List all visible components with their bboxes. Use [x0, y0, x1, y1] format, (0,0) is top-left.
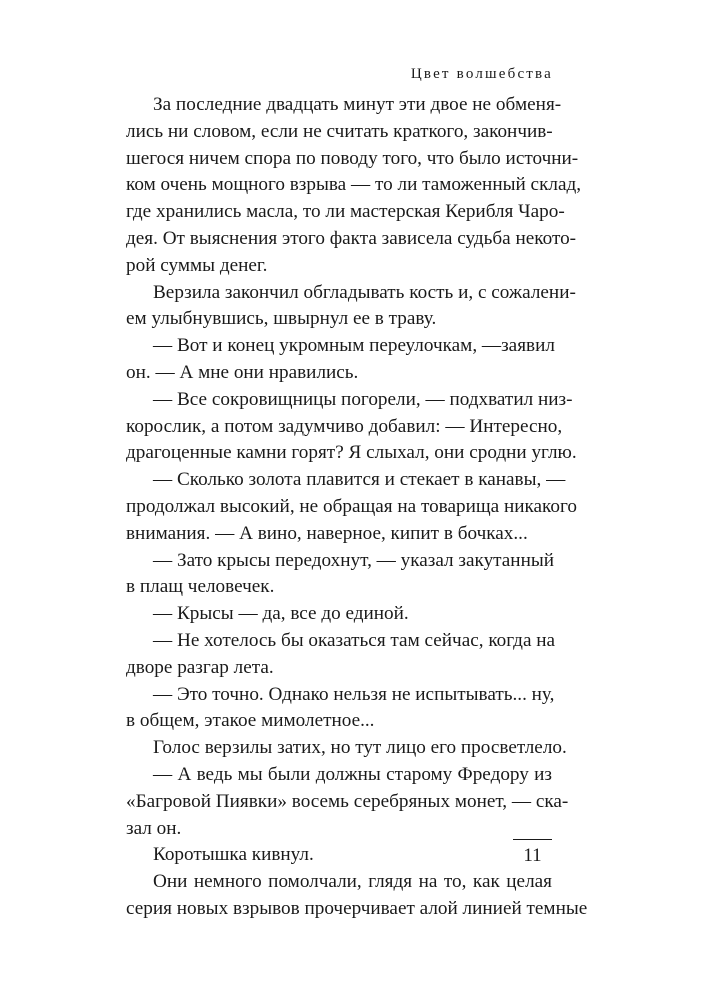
running-header: Цвет волшебства — [410, 66, 553, 82]
text-line: — Все сокровищницы погорели, — подхватил низ- — [153, 388, 573, 410]
text-line: ем улыбнувшись, швырнул ее в траву. — [126, 308, 437, 330]
text-line: рой суммы денег. — [126, 254, 268, 276]
text-line: серия новых взрывов прочерчивает алой линией темные — [126, 897, 588, 919]
text-line: зал он. — [126, 817, 182, 839]
text-line: где хранились масла, то ли мастерская Керибля Чаро- — [126, 201, 565, 223]
text-line: — Сколько золота плавится и стекает в канавы, — — [153, 469, 566, 491]
text-line: Коротышка кивнул. — [153, 844, 314, 866]
text-line: корослик, а потом задумчиво добавил: — Интересно, — [126, 415, 563, 437]
text-line: «Багровой Пиявки» восемь серебряных монет, — ска- — [126, 790, 569, 812]
text-line: внимания. — А вино, наверное, кипит в бочках... — [126, 522, 528, 544]
page-number-rule — [513, 839, 552, 840]
text-line: — Не хотелось бы оказаться там сейчас, когда на — [153, 629, 556, 651]
body-text — [126, 92, 588, 923]
text-line: драгоценные камни горят? Я слыхал, они сродни углю. — [126, 442, 577, 464]
page-number: 11 — [523, 845, 542, 866]
text-line: — А ведь мы были должны старому Фредору из — [153, 763, 552, 785]
text-line: За последние двадцать минут эти двое не обменя- — [153, 94, 562, 115]
text-line: — Вот и конец укромным переулочкам, —заявил — [153, 335, 555, 357]
text-line: дея. От выяснения этого факта зависела судьба некото- — [126, 227, 577, 249]
text-line: он. — А мне они нравились. — [126, 361, 359, 383]
text-line: шегося ничем спора по поводу того, что было источни- — [126, 147, 579, 169]
text-line: дворе разгар лета. — [126, 656, 274, 678]
text-line: Голос верзилы затих, но тут лицо его просветлело. — [153, 737, 567, 759]
text-line: лись ни словом, если не считать краткого, закончив- — [126, 120, 553, 142]
text-line: Верзила закончил обгладывать кость и, с сожалени- — [153, 281, 576, 303]
text-line: продолжал высокий, не обращая на товарища никакого — [126, 495, 577, 517]
text-line: — Это точно. Однако нельзя не испытывать... ну, — [153, 683, 555, 705]
text-line: — Крысы — да, все до единой. — [153, 603, 409, 625]
text-line: ком очень мощного взрыва — то ли таможенный склад, — [126, 174, 582, 196]
text-line: в общем, этакое мимолетное... — [126, 710, 375, 732]
text-line: в плащ человечек. — [126, 576, 275, 598]
text-line: — Зато крысы передохнут, — указал закутанный — [153, 549, 554, 571]
text-line: Они немного помолчали, глядя на то, как целая — [153, 871, 552, 893]
